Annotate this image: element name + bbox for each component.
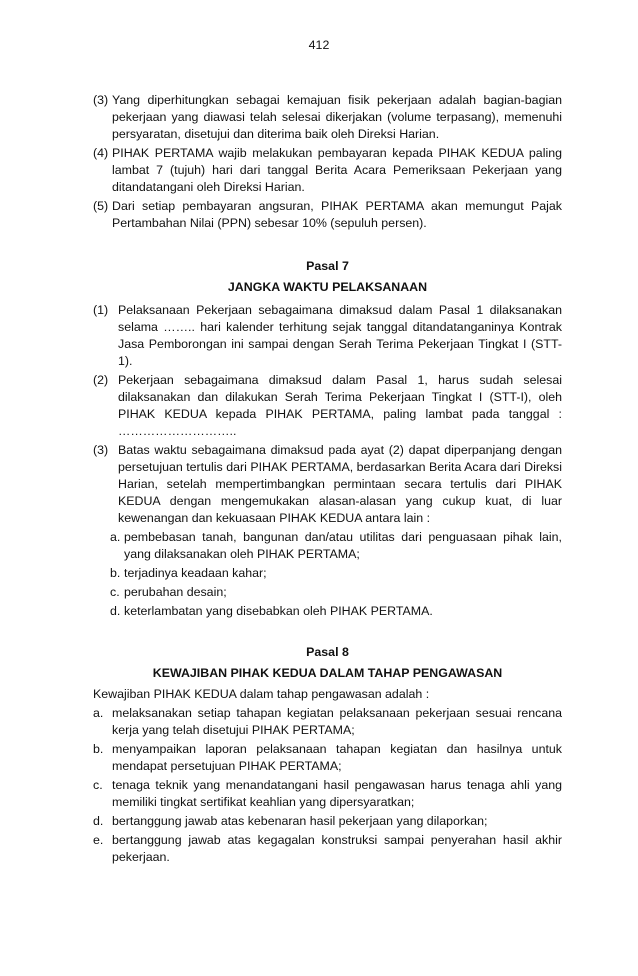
clause-item: [93, 741, 562, 775]
sub-clause-item: [93, 565, 562, 582]
sub-clause-text: keterlambatan yang disebabkan oleh PIHAK PERTAMA.: [124, 604, 433, 618]
sub-clause-item: [93, 529, 562, 563]
clause-text: Pelaksanaan Pekerjaan sebagaimana dimaksud dalam Pasal 1 dilaksanakan selama …….. hari kalender terhitung sejak tanggal ditandatanganinya Kontrak Jasa Pemborongan ini sampai dengan Serah Terima Pekerjaan Tingkat I (STT-1).: [118, 303, 562, 368]
page-number: 412: [308, 38, 330, 52]
document-body: [93, 92, 562, 868]
sub-clause-item: [93, 603, 562, 620]
clause-number: (3): [93, 93, 109, 107]
pasal-8-intro: Kewajiban PIHAK KEDUA dalam tahap pengawasan adalah :: [93, 687, 430, 701]
clause-item: [93, 777, 562, 811]
sub-clause-letter: b.: [110, 566, 121, 580]
clause-item: [93, 372, 562, 440]
clause-number: (2): [93, 373, 109, 387]
clause-letter: d.: [93, 814, 104, 828]
clause-text: Pekerjaan sebagaimana dimaksud dalam Pasal 1, harus sudah selesai dilaksanakan dan dilakukan Serah Terima Pekerjaan Tingkat I (STT-I), oleh PIHAK KEDUA kepada PIHAK PERTAMA, paling lambat pada tanggal : ………………………..: [118, 373, 562, 438]
clause-number: (1): [93, 303, 109, 317]
clause-text: bertanggung jawab atas kegagalan konstruksi sampai penyerahan hasil akhir pekerjaan.: [112, 833, 562, 864]
clause-item: [93, 813, 562, 830]
clause-text: tenaga teknik yang menandatangani hasil pengawasan harus tenaga ahli yang memiliki tingkat sertifikat keahlian yang dipersyaratkan;: [112, 778, 562, 809]
clause-number: (4): [93, 146, 109, 160]
pasal-7-title: JANGKA WAKTU PELAKSANAAN: [227, 280, 428, 294]
clause-text: Batas waktu sebagaimana dimaksud pada ayat (2) dapat diperpanjang dengan persetujuan tertulis dari PIHAK PERTAMA, berdasarkan Berita Acara dari Direksi Harian, setelah mempertimbangkan permintaan secara tertulis dari PIHAK KEDUA dengan mengemukakan alasan-alasan yang cukup kuat, di luar kewenangan dan kekuasaan PIHAK KEDUA antara lain :: [118, 443, 562, 525]
sub-clause-letter: a.: [110, 530, 121, 544]
clause-item: [93, 198, 562, 232]
sub-clause-text: perubahan desain;: [124, 585, 227, 599]
clause-letter: e.: [93, 833, 104, 847]
clause-item: [93, 442, 562, 527]
clause-text: Dari setiap pembayaran angsuran, PIHAK PERTAMA akan memungut Pajak Pertambahan Nilai (PPN) sebesar 10% (sepuluh persen).: [112, 199, 562, 230]
pasal-8-title: KEWAJIBAN PIHAK KEDUA DALAM TAHAP PENGAWASAN: [152, 666, 503, 680]
clause-item: [93, 145, 562, 196]
clause-item: [93, 705, 562, 739]
sub-clause-text: pembebasan tanah, bangunan dan/atau utilitas dari penguasaan pihak lain, yang dilaksanakan oleh PIHAK PERTAMA;: [124, 530, 562, 561]
clause-letter: a.: [93, 706, 104, 720]
pasal-7-label: Pasal 7: [306, 259, 349, 273]
sub-clause-item: [93, 584, 562, 601]
clause-number: (3): [93, 443, 109, 457]
clause-letter: c.: [93, 778, 103, 792]
clause-item: [93, 832, 562, 866]
clause-item: [93, 302, 562, 370]
clause-letter: b.: [93, 742, 104, 756]
clause-text: menyampaikan laporan pelaksanaan tahapan kegiatan dan hasilnya untuk mendapat persetujuan PIHAK PERTAMA;: [112, 742, 562, 773]
sub-clause-letter: d.: [110, 604, 121, 618]
clause-text: Yang diperhitungkan sebagai kemajuan fisik pekerjaan adalah bagian-bagian pekerjaan yang diawasi telah selesai dikerjakan (volume terpasang), memenuhi persyaratan, disetujui dan diterima baik oleh Direksi Harian.: [112, 93, 562, 141]
clause-item: [93, 92, 562, 143]
clause-number: (5): [93, 199, 109, 213]
sub-clause-text: terjadinya keadaan kahar;: [124, 566, 267, 580]
clause-text: bertanggung jawab atas kebenaran hasil pekerjaan yang dilaporkan;: [112, 814, 488, 828]
pasal-8-label: Pasal 8: [306, 645, 349, 659]
sub-clause-letter: c.: [110, 585, 120, 599]
clause-text: PIHAK PERTAMA wajib melakukan pembayaran kepada PIHAK KEDUA paling lambat 7 (tujuh) hari dari tanggal Berita Acara Pemeriksaan Pekerjaan yang ditandatangani oleh Direksi Harian.: [112, 146, 562, 194]
clause-text: melaksanakan setiap tahapan kegiatan pelaksanaan pekerjaan sesuai rencana kerja yang telah disetujui PIHAK PERTAMA;: [112, 706, 562, 737]
